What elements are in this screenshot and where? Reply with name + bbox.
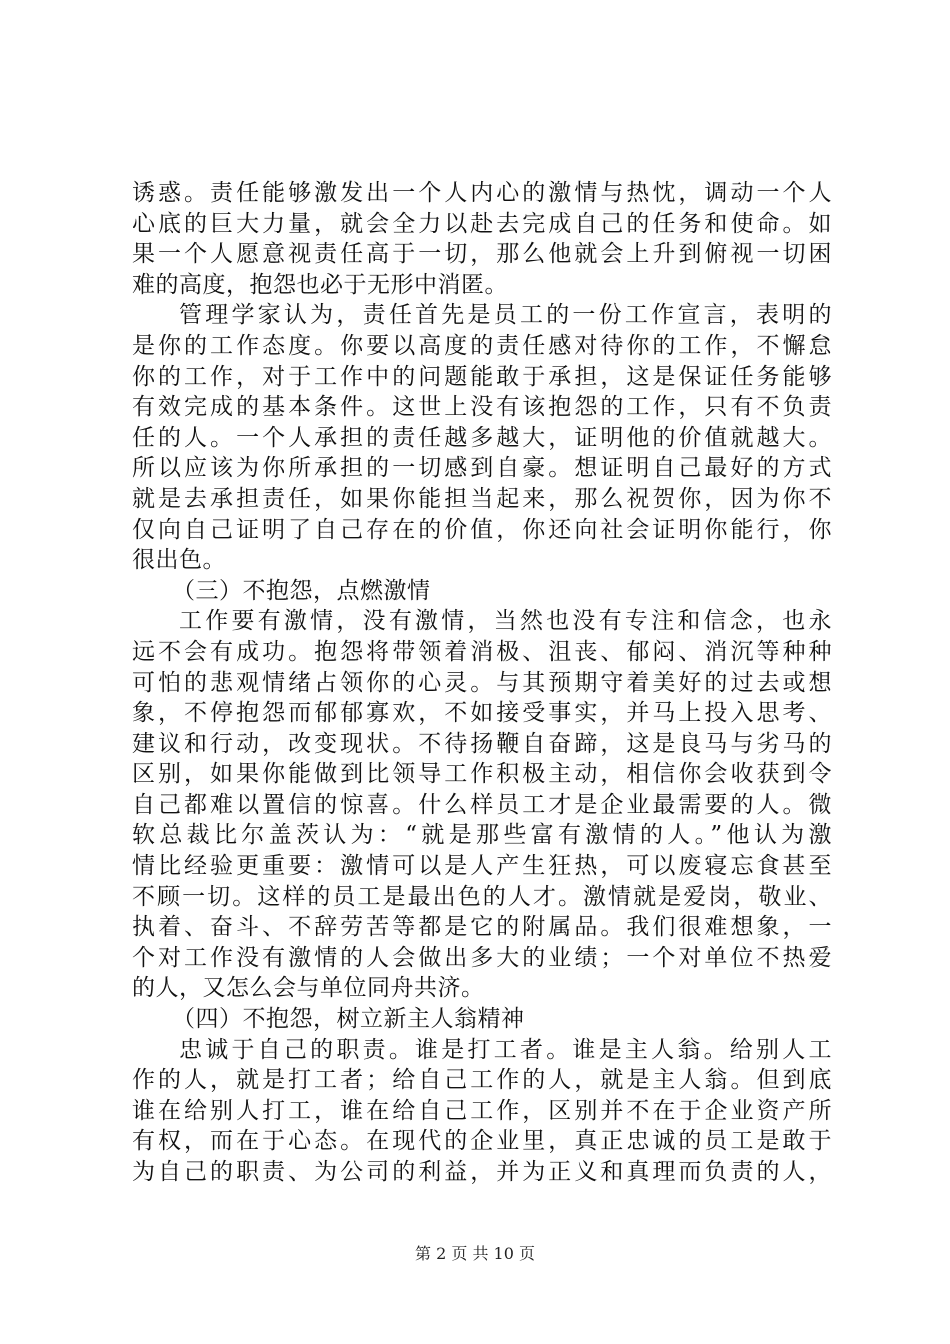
text-line: 任的人。一个人承担的责任越多越大，证明他的价值就越大。 <box>132 424 832 451</box>
text-line: 果一个人愿意视责任高于一切，那么他就会上升到俯视一切困 <box>132 241 832 268</box>
text-line: 自己都难以置信的惊喜。什么样员工才是企业最需要的人。微 <box>132 791 832 818</box>
text-line: 可怕的悲观情绪占领你的心灵。与其预期守着美好的过去或想 <box>132 669 832 696</box>
text-line: 软总裁比尔盖茨认为：“就是那些富有激情的人。”他认为激 <box>132 822 832 849</box>
text-line: 象，不停抱怨而郁郁寡欢，不如接受事实，并马上投入思考、 <box>132 700 832 727</box>
text-line: 就是去承担责任，如果你能担当起来，那么祝贺你，因为你不 <box>132 485 832 512</box>
text-line: 谁在给别人打工，谁在给自己工作，区别并不在于企业资产所 <box>132 1097 832 1124</box>
text-line: 为自己的职责、为公司的利益，并为正义和真理而负责的人， <box>132 1159 832 1185</box>
text-line: 诱惑。责任能够激发出一个人内心的激情与热忱，调动一个人 <box>132 180 832 206</box>
text-line: 的人，又怎么会与单位同舟共济。 <box>132 975 485 1002</box>
text-line: 作的人，就是打工者；给自己工作的人，就是主人翁。但到底 <box>132 1067 832 1094</box>
text-line: 仅向自己证明了自己存在的价值，你还向社会证明你能行，你 <box>132 516 832 543</box>
section-heading: （四）不抱怨，树立新主人翁精神 <box>172 1006 525 1033</box>
text-line: 远不会有成功。抱怨将带领着消极、沮丧、郁闷、消沉等种种 <box>132 638 832 665</box>
text-line: 工作要有激情，没有激情，当然也没有专注和信念，也永 <box>179 608 832 635</box>
text-line: 管理学家认为，责任首先是员工的一份工作宣言，表明的 <box>179 302 832 329</box>
text-line: 执着、奋斗、不辞劳苦等都是它的附属品。我们很难想象，一 <box>132 914 832 941</box>
text-line: 很出色。 <box>132 547 226 574</box>
text-line: 是你的工作态度。你要以高度的责任感对待你的工作，不懈怠 <box>132 332 832 359</box>
page-footer: 第 2 页 共 10 页 <box>415 1244 535 1263</box>
text-line: 建议和行动，改变现状。不待扬鞭自奋蹄，这是良马与劣马的 <box>132 730 832 757</box>
text-line: 忠诚于自己的职责。谁是打工者。谁是主人翁。给别人工 <box>179 1036 832 1063</box>
text-line: 有权，而在于心态。在现代的企业里，真正忠诚的员工是敢于 <box>132 1128 832 1155</box>
document-body <box>132 178 832 1188</box>
text-line: 区别，如果你能做到比领导工作积极主动，相信你会收获到令 <box>132 761 832 788</box>
text-line: 情比经验更重要：激情可以是人产生狂热，可以废寝忘食甚至 <box>132 853 832 880</box>
text-line: 个对工作没有激情的人会做出多大的业绩；一个对单位不热爱 <box>132 944 832 971</box>
text-line: 所以应该为你所承担的一切感到自豪。想证明自己最好的方式 <box>132 455 832 482</box>
text-line: 你的工作，对于工作中的问题能敢于承担，这是保证任务能够 <box>132 363 832 390</box>
text-line: 不顾一切。这样的员工是最出色的人才。激情就是爱岗，敬业、 <box>132 883 832 910</box>
text-line: 有效完成的基本条件。这世上没有该抱怨的工作，只有不负责 <box>132 394 832 421</box>
text-line: 心底的巨大力量，就会全力以赴去完成自己的任务和使命。如 <box>132 210 832 237</box>
section-heading: （三）不抱怨，点燃激情 <box>172 577 431 604</box>
text-line: 难的高度，抱怨也必于无形中消匿。 <box>132 271 508 298</box>
